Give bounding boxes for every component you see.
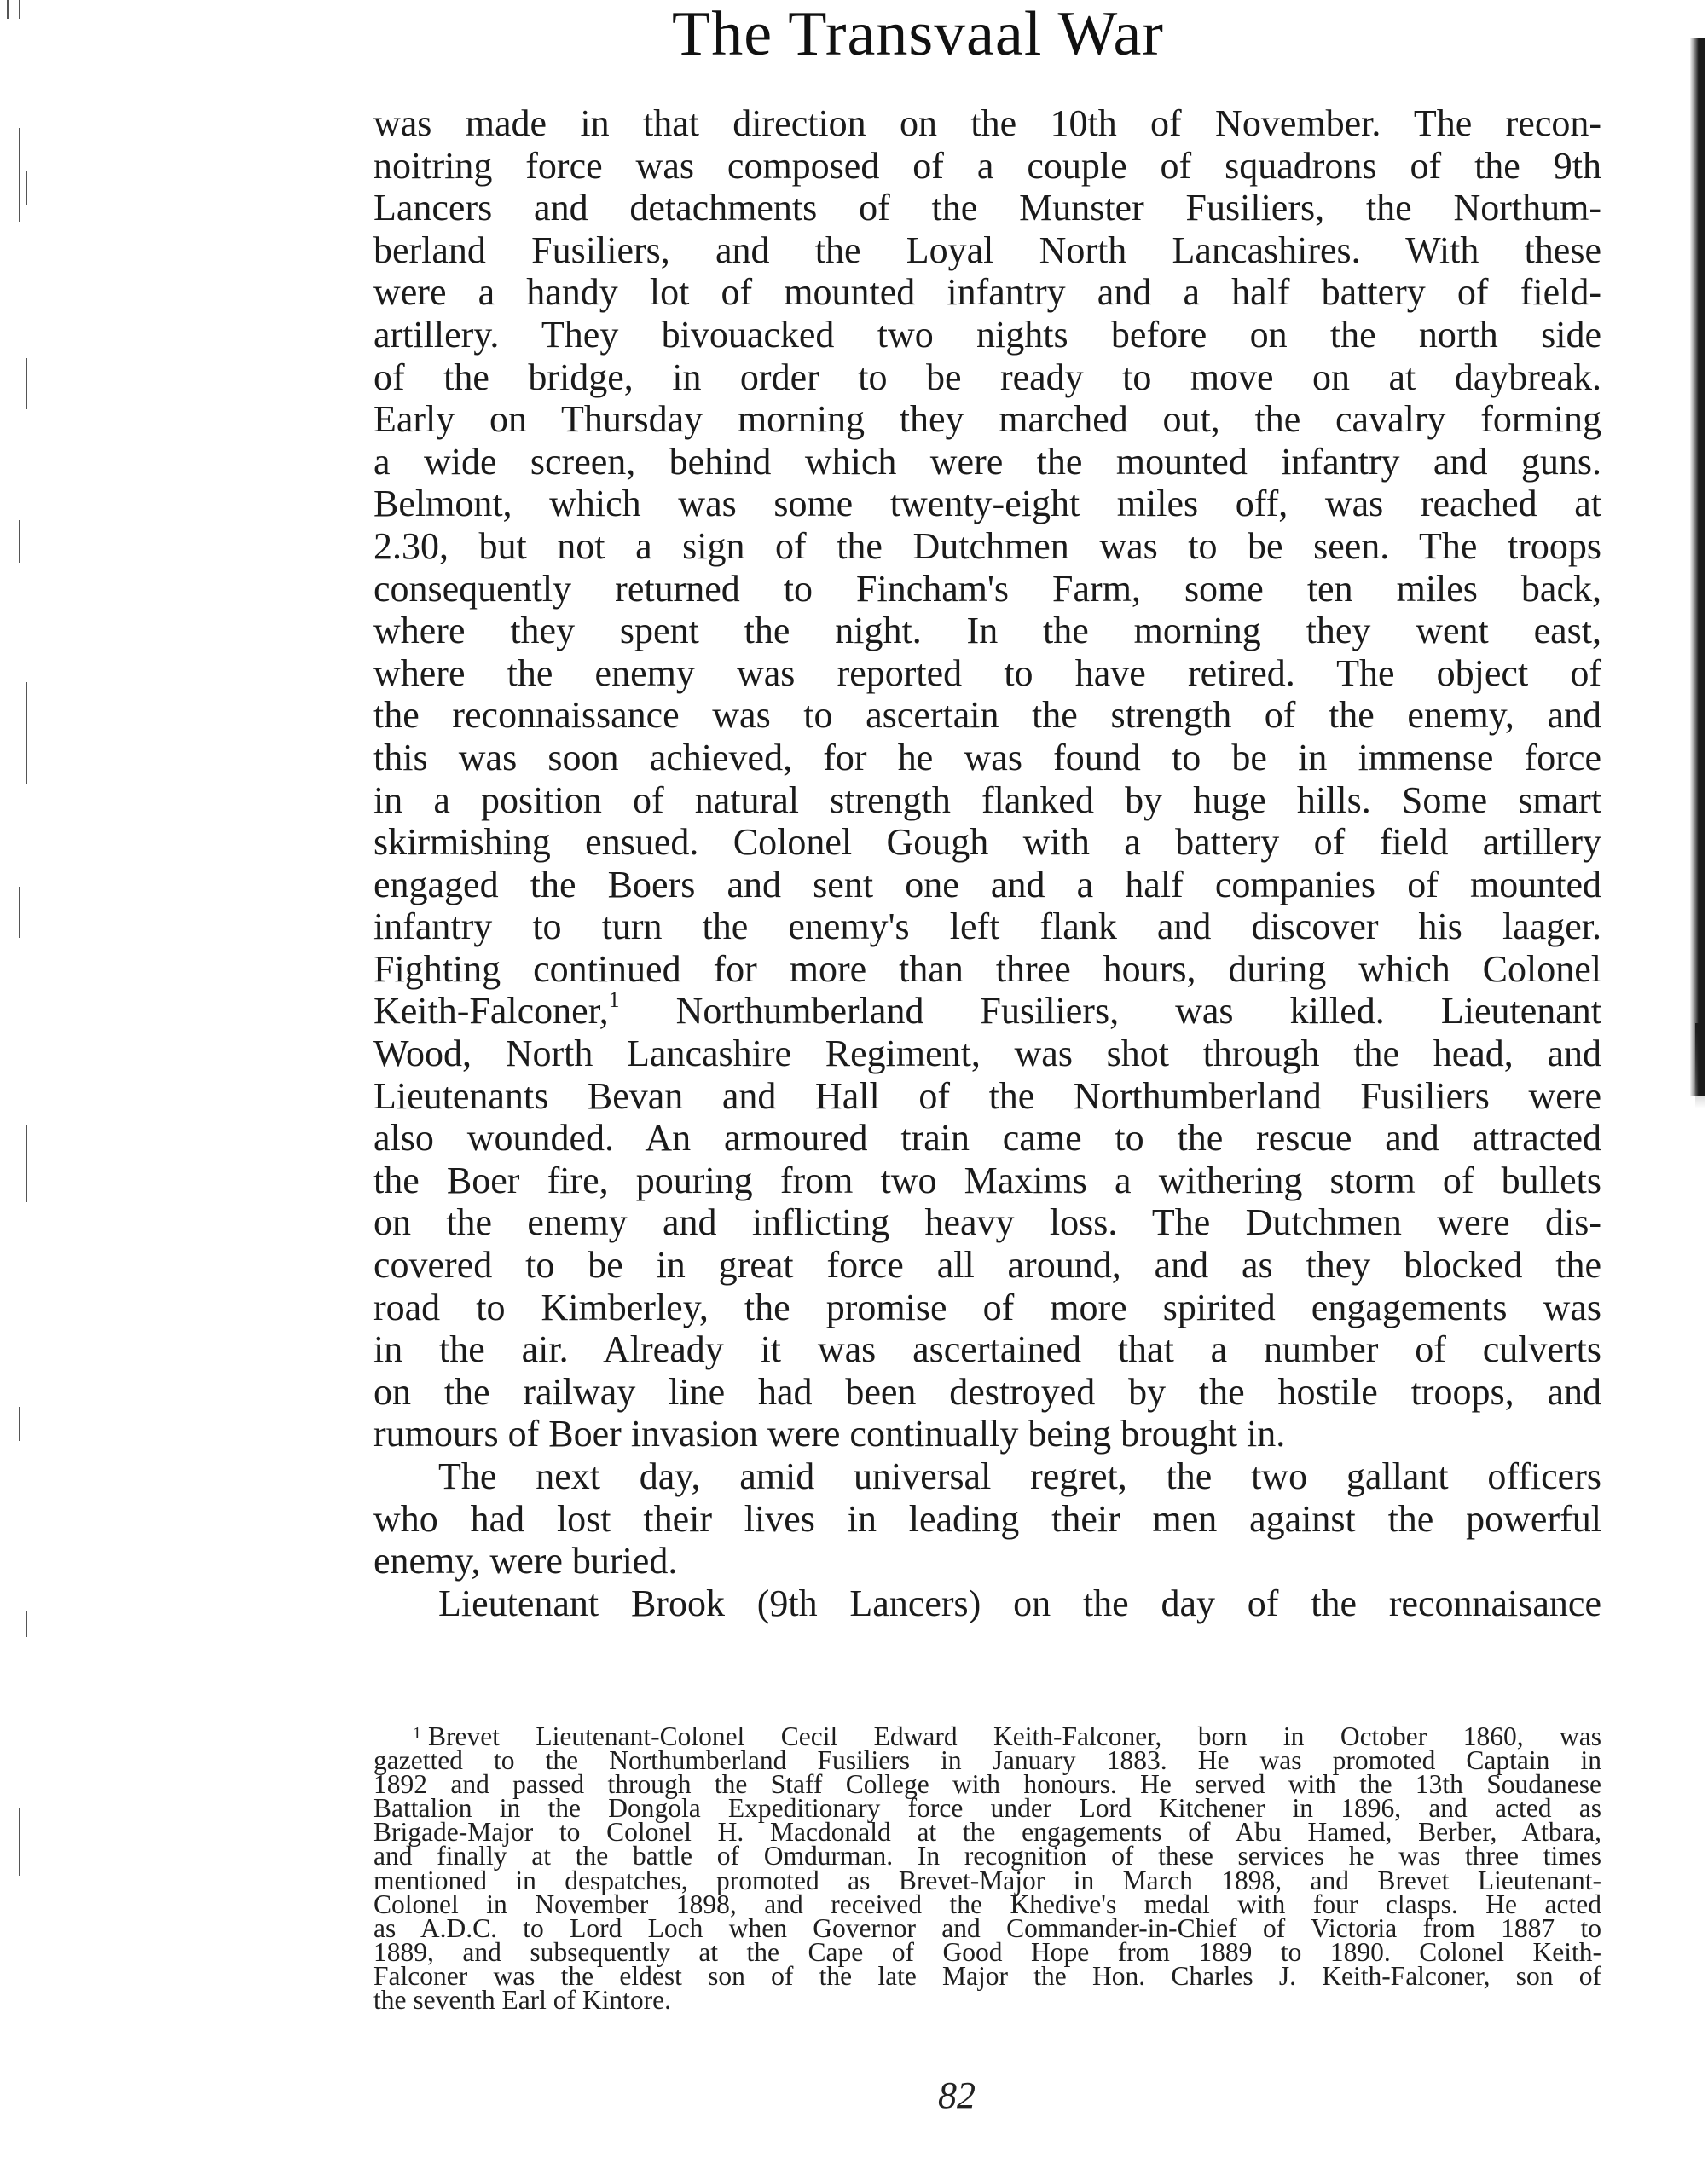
footnote-line: gazetted to the Northumberland Fusiliers in January 1883. He was promoted Captain in bbox=[373, 1745, 1601, 1776]
footnote-line: Battalion in the Dongola Expeditionary force under Lord Kitchener in 1896, and acted as bbox=[373, 1793, 1601, 1824]
body-line: Lieutenants Bevan and Hall of the Northumberland Fusiliers were bbox=[373, 1074, 1601, 1117]
body-line: the Boer fire, pouring from two Maxims a withering storm of bullets bbox=[373, 1159, 1601, 1201]
body-line: were a handy lot of mounted infantry and a half battery of field- bbox=[373, 271, 1601, 314]
body-line: on the enemy and inflicting heavy loss. The Dutchmen were dis- bbox=[373, 1201, 1601, 1244]
body-line: berland Fusiliers, and the Loyal North Lancashires. With these bbox=[373, 229, 1601, 271]
body-line: Wood, North Lancashire Regiment, was shot through the head, and bbox=[373, 1033, 1601, 1075]
body-line: noitring force was composed of a couple of squadrons of the 9th bbox=[373, 144, 1601, 187]
body-line: Fighting continued for more than three hours, during which Colonel bbox=[373, 947, 1601, 990]
footnote-line: Falconer was the eldest son of the late Major the Hon. Charles J. Keith-Falconer, son of bbox=[373, 1960, 1601, 1991]
body-line: in the air. Already it was ascertained that a number of culverts bbox=[373, 1328, 1601, 1371]
footnote bbox=[373, 1721, 1601, 2016]
body-line: artillery. They bivouacked two nights before on the north side bbox=[373, 313, 1601, 356]
footnote-line: and finally at the battle of Omdurman. In recognition of these services he was three times bbox=[373, 1841, 1601, 1871]
footnote-line: 1889, and subsequently at the Cape of Good Hope from 1889 to 1890. Colonel Keith- bbox=[373, 1936, 1601, 1967]
body-line: infantry to turn the enemy's left flank and discover his laager. bbox=[373, 905, 1601, 948]
body-line: covered to be in great force all around, and as they blocked the bbox=[373, 1244, 1601, 1287]
body-line: a wide screen, behind which were the mounted infantry and guns. bbox=[373, 440, 1601, 483]
body-line: Belmont, which was some twenty-eight miles off, was reached at bbox=[373, 483, 1601, 525]
body-line: this was soon achieved, for he was found to be in immense force bbox=[373, 736, 1601, 778]
body-line: where the enemy was reported to have retired. The object of bbox=[373, 651, 1601, 694]
footnote-mark: 1 bbox=[413, 1724, 421, 1743]
body-line-continuation: Northumberland Fusiliers, was killed. Lieutenant bbox=[619, 990, 1601, 1033]
scan-right-edge-fade bbox=[1695, 1023, 1705, 1108]
body-line: also wounded. An armoured train came to the rescue and attracted bbox=[373, 1117, 1601, 1160]
footnote-line: Brigade-Major to Colonel H. Macdonald at the engagements of Abu Hamed, Berber, Atbara, bbox=[373, 1817, 1601, 1848]
body-line: in a position of natural strength flanked by huge hills. Some smart bbox=[373, 778, 1601, 821]
body-line: of the bridge, in order to be ready to move on at daybreak. bbox=[373, 356, 1601, 398]
body-line: Early on Thursday morning they marched out, the cavalry forming bbox=[373, 398, 1601, 441]
footnote-line: 1892 and passed through the Staff College with honours. He served with the 13th Soudanese bbox=[373, 1769, 1601, 1800]
body-line: road to Kimberley, the promise of more spirited engagements was bbox=[373, 1286, 1601, 1328]
body-line: rumours of Boer invasion were continually being brought in. bbox=[373, 1413, 1286, 1455]
page-number: 82 bbox=[938, 2074, 976, 2116]
body-line: skirmishing ensued. Colonel Gough with a battery of field artillery bbox=[373, 821, 1601, 864]
paragraph-2-line: who had lost their lives in leading their men against the powerful bbox=[373, 1497, 1601, 1540]
scan-left-edge bbox=[0, 0, 68, 2181]
footnote-line: as A.D.C. to Lord Loch when Governor and Commander-in-Chief of Victoria from 1887 to bbox=[373, 1912, 1601, 1943]
body-text bbox=[373, 102, 1601, 1624]
paragraph-3-line: Lieutenant Brook (9th Lancers) on the day of the reconnaisance bbox=[438, 1582, 1601, 1624]
body-line: the reconnaissance was to ascertain the strength of the enemy, and bbox=[373, 694, 1601, 737]
footnote-line: mentioned in despatches, promoted as Brevet-Major in March 1898, and Brevet Lieutenant- bbox=[373, 1865, 1601, 1895]
footnote-line: the seventh Earl of Kintore. bbox=[373, 1985, 672, 2016]
scan-right-edge bbox=[1690, 38, 1705, 1096]
body-line: Lancers and detachments of the Munster Fusiliers, the Northum- bbox=[373, 187, 1601, 229]
footnote-line-text: Brevet Lieutenant-Colonel Cecil Edward Keith-Falconer, born in October 1860, was bbox=[428, 1721, 1601, 1751]
running-title: The Transvaal War bbox=[672, 0, 1164, 69]
footnote-line: Colonel in November 1898, and received the Khedive's medal with four clasps. He acted bbox=[373, 1889, 1601, 1919]
body-line: was made in that direction on the 10th of November. The recon- bbox=[373, 102, 1601, 144]
body-line: 2.30, but not a sign of the Dutchmen was to be seen. The troops bbox=[373, 524, 1601, 567]
body-line: consequently returned to Fincham's Farm, some ten miles back, bbox=[373, 567, 1601, 610]
body-line-with-footnote-ref bbox=[373, 986, 1601, 1033]
body-line: where they spent the night. In the morning they went east, bbox=[373, 610, 1601, 652]
body-line: on the railway line had been destroyed by the hostile troops, and bbox=[373, 1370, 1601, 1413]
paragraph-2-line: The next day, amid universal regret, the two gallant officers bbox=[438, 1455, 1601, 1497]
keith-falconer-name: Keith-Falconer, bbox=[373, 990, 609, 1033]
paragraph-2-line: enemy, were buried. bbox=[373, 1540, 678, 1582]
footnote-ref[interactable]: 1 bbox=[608, 986, 620, 1012]
body-line: engaged the Boers and sent one and a half companies of mounted bbox=[373, 863, 1601, 905]
